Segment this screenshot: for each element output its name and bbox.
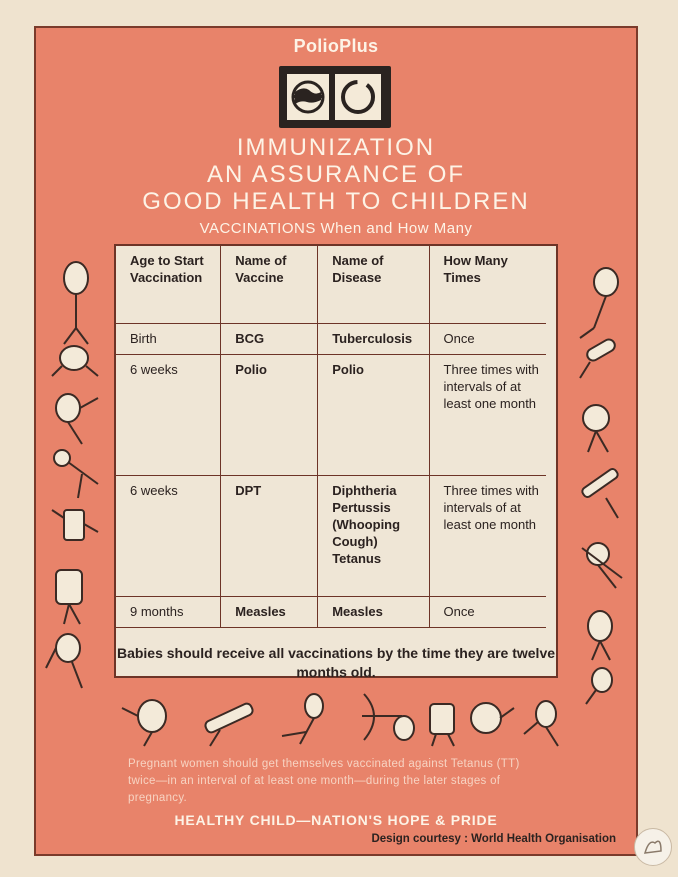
slogan: HEALTHY CHILD—NATION'S HOPE & PRIDE <box>174 812 498 828</box>
table-row <box>116 476 546 597</box>
cell-disease: Polio <box>318 355 429 476</box>
table-row <box>116 597 546 628</box>
cell-age: 6 weeks <box>116 355 221 476</box>
left-cartoon-figures <box>42 248 108 698</box>
subtitle: VACCINATIONS When and How Many <box>199 220 473 237</box>
cell-age: 6 weeks <box>116 476 221 597</box>
cell-vaccine: Polio <box>221 355 318 476</box>
cell-age: 9 months <box>116 597 221 628</box>
table-row <box>116 324 546 355</box>
cell-age: Birth <box>116 324 221 355</box>
vaccination-table <box>116 246 546 628</box>
table-row <box>116 355 546 476</box>
cell-vaccine: BCG <box>221 324 318 355</box>
watermark-stamp-icon <box>634 828 672 866</box>
header-vaccine: Name of Vaccine <box>221 246 318 324</box>
cell-times: Once <box>429 324 546 355</box>
right-cartoon-figures <box>566 248 632 708</box>
design-credit: Design courtesy : World Health Organisation <box>371 833 616 845</box>
brand-title: PolioPlus <box>293 36 379 56</box>
header-times: How Many Times <box>429 246 546 324</box>
cell-disease: Tuberculosis <box>318 324 429 355</box>
cell-times: Once <box>429 597 546 628</box>
cell-vaccine: DPT <box>221 476 318 597</box>
cell-times: Three times with intervals of at least one month <box>429 476 546 597</box>
schedule-note: Babies should receive all vaccinations by the time they are twelve months old. <box>116 645 556 680</box>
bottom-cartoon-figures <box>114 686 574 750</box>
headline-line-3: GOOD HEALTH TO CHILDREN <box>142 188 530 215</box>
vaccination-table-panel <box>114 244 558 678</box>
ring-icon <box>335 74 381 120</box>
polioplus-logo <box>279 66 391 128</box>
globe-icon <box>287 74 329 120</box>
pregnancy-note: Pregnant women should get themselves vaccinated against Tetanus (TT) twice—in an interval of at least one month—during the later stages of pregnancy. <box>128 758 520 804</box>
header-disease: Name of Disease <box>318 246 429 324</box>
table-header-row <box>116 246 546 324</box>
headline-line-1: IMMUNIZATION <box>236 134 436 161</box>
headline-line-2: AN ASSURANCE OF <box>206 161 466 188</box>
header-age: Age to Start Vaccination <box>116 246 221 324</box>
cell-vaccine: Measles <box>221 597 318 628</box>
cell-disease: Measles <box>318 597 429 628</box>
cell-times: Three times with intervals of at least one month <box>429 355 546 476</box>
cell-disease: Diphtheria Pertussis (Whooping Cough) Tetanus <box>318 476 429 597</box>
poster <box>34 26 638 856</box>
